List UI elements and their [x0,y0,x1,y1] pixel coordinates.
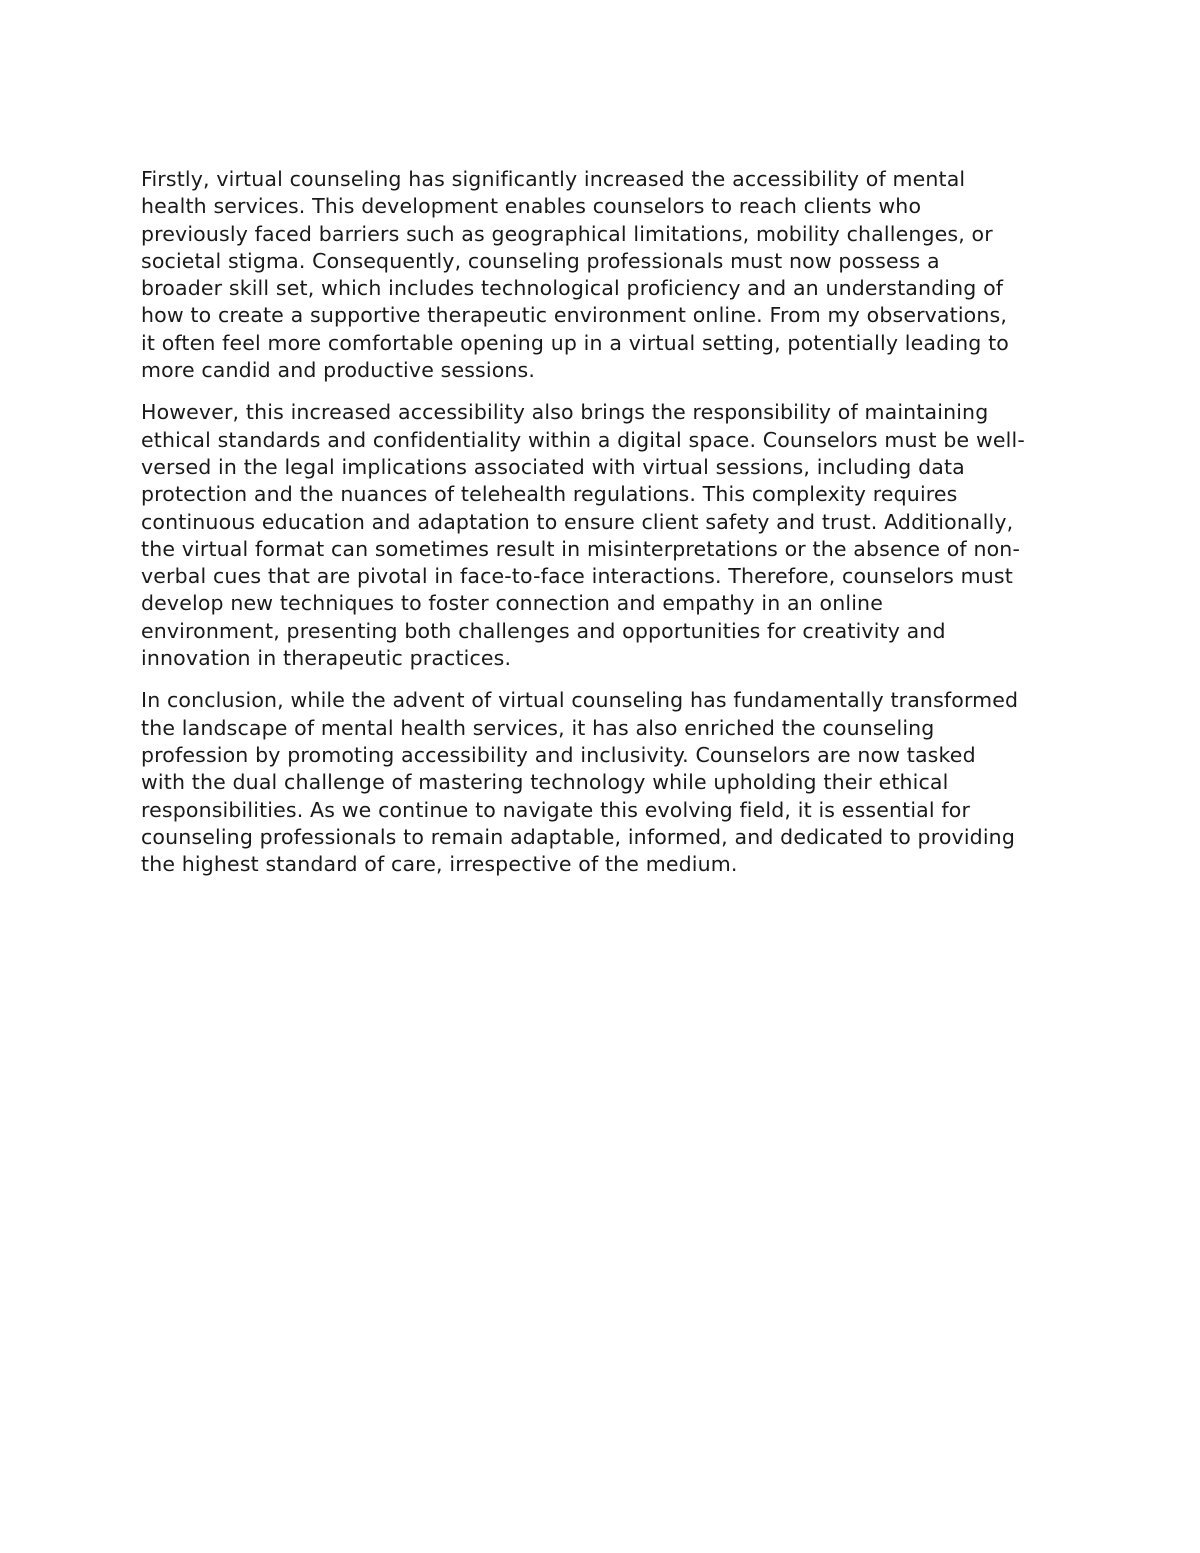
paragraph-1: Firstly, virtual counseling has significantly increased the accessibility of mental health services. This development enables counselors to reach clients who previously faced barriers such as geographical limitations, mobility challenges, or societal stigma. Consequently, counseling professionals must now possess a broader skill set, which includes technological proficiency and an understanding of how to create a supportive therapeutic environment online. From my observations, it often feel more comfortable opening up in a virtual setting, potentially leading to more candid and productive sessions. [141,167,1009,383]
paragraph-2: However, this increased accessibility also brings the responsibility of maintaining ethical standards and confidentiality within a digital space. Counselors must be well- versed in the legal implications associated with virtual sessions, including data protection and the nuances of telehealth regulations. This complexity requires continuous education and adaptation to ensure client safety and trust. Additionally, the virtual format can sometimes result in misinterpretations or the absence of non- verbal cues that are pivotal in face-to-face interactions. Therefore, counselors must develop new techniques to foster connection and empathy in an online environment, presenting both challenges and opportunities for creativity and innovation in therapeutic practices. [141,400,1025,671]
paragraph-3: In conclusion, while the advent of virtual counseling has fundamentally transformed the landscape of mental health services, it has also enriched the counseling profession by promoting accessibility and inclusivity. Counselors are now tasked with the dual challenge of mastering technology while upholding their ethical responsibilities. As we continue to navigate this evolving field, it is essential for counseling professionals to remain adaptable, informed, and dedicated to providing the highest standard of care, irrespective of the medium. [141,688,1019,877]
document-body [141,166,1061,893]
